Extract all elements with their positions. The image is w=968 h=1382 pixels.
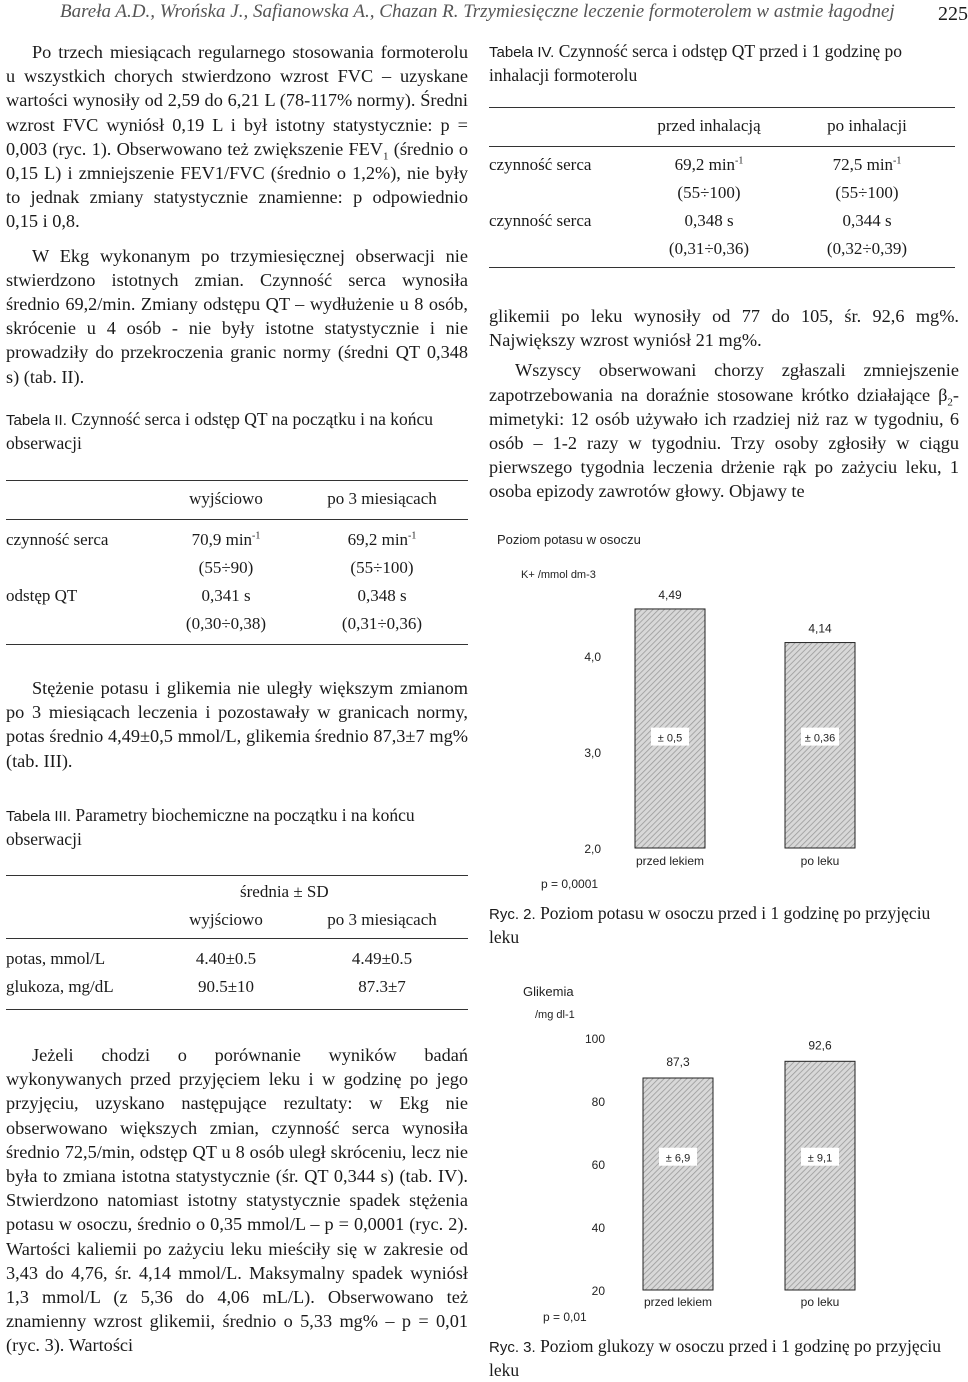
paragraph-beta-mimetics: Wszyscy obserwowani chorzy zgłaszali zmniejszenie zapotrzebowania na doraźnie stosowane krótko działające $\beta_2$-mimetyki: 12 osób używało ich rzadziej niż raz w tygodniu, 6 osób – 1-2 razy w tygodniu. Trzy osoby zgłosiły w ciągu pierwszego tygodnia leczenia drżenie rąk po zażyciu leku, 1 osoba epizody zawrotów głowy. Objawy te — [489, 360, 959, 502]
table-3 — [6, 875, 468, 1010]
table-2 — [6, 480, 468, 645]
y-tick-label: 60 — [591, 1158, 605, 1172]
bar-value-label: 4,14 — [808, 621, 832, 636]
table-rule — [489, 267, 955, 268]
paragraph-comparison: Jeżeli chodzi o porównanie wyników badań wykonywanych przed przyjęciem leku i w godzinę po jego przyjęciu, uzyskano następujące rezultaty: w Ekg nie obserwowano większych zmian, czynność serca wynosiła średnio 72,5/min, odstęp QT u 8 osób uległ skróceniu, lecz nie była to zmiana istotna statystycznie (śr. QT 0,344 s) (tab. IV). Stwierdzono natomiast istotny statystycznie spadek stężenia potasu w osoczu, średnio o 0,35 mmol/L – p = 0,0001 (ryc. 2). Wartości kaliemii po zażyciu leku mieściły się w zakresie od 3,43 do 4,76, śr. 4,14 mmol/L. Maksymalny spadek wyniósł 1,3 mmol/L (z 5,36 do 4,06 mL/L). Obserwowano też znamienny wzrost glikemii, średnio o 5,33 mg% – p = 0,01 (ryc. 3). Wartości — [6, 1045, 468, 1356]
paragraph-potassium: Stężenie potasu i glikemia nie uległy większym zmianom po 3 miesiącach leczenia i pozostawały w granicach normy, potas średnio 4,49±0,5 mmol/L, glikemia średnio 87,3±7 mg% (tab. III). — [6, 678, 468, 771]
left-column-3 — [6, 1043, 468, 1358]
table-2-col2: po 3 miesiącach — [327, 489, 437, 508]
table-row: (0,31÷0,36) (0,32÷0,39) — [668, 239, 908, 258]
table-4 — [489, 107, 955, 268]
error-label: ± 0,5 — [657, 732, 683, 745]
paragraph-glycemia: glikemii po leku wynosiły od 77 do 105, śr. 92,6 mg%. Największy wzrost wyniósł 21 mg%. — [489, 306, 959, 351]
p-value-note: p = 0,01 — [543, 1310, 587, 1324]
error-label: ± 6,9 — [665, 1152, 691, 1165]
table-rule — [6, 875, 468, 876]
table-3-col2: po 3 miesiącach — [327, 910, 437, 929]
error-label: ± 9,1 — [807, 1152, 833, 1165]
paragraph-fvc: Po trzech miesiącach regularnego stosowania formoterolu u wszystkich chorych stwierdzono wzrost FVC – uzyskane wartości wynosiły od 2,59 do 6,21 L (78-117% normy). Średni wzrost FVC wyniósł 0,19 L i był istotny statystycznie: p = 0,003 (ryc. 1). Obserwowano też zwiększenie $FEV_1$ (średnio o 0,15 L) i zmniejszenie FEV1/FVC (średnio o 1,2%), nie były to jednak zmiany statystycznie znamienne: p odpowiednio 0,15 i 0,8. — [6, 42, 468, 232]
table-3-col1: wyjściowo — [189, 910, 263, 929]
bar-value-label: 87,3 — [666, 1055, 690, 1070]
table-3-label: Tabela III. — [6, 808, 72, 825]
table-rule — [489, 146, 955, 147]
y-axis-label: /mg dl-1 — [535, 1009, 575, 1021]
table-row: czynność serca 0,348 s 0,344 s — [489, 211, 892, 230]
left-column — [6, 40, 468, 389]
glucose-chart — [489, 976, 959, 1334]
table-4-col2: po inhalacji — [827, 116, 907, 135]
x-tick-label: przed lekiem — [635, 854, 705, 868]
table-2-caption: Tabela II. Czynność serca i odstęp QT na początku i na końcu obserwacji — [6, 409, 433, 453]
page-number: 225 — [938, 3, 968, 25]
table-rule — [6, 938, 468, 939]
bar — [785, 1061, 855, 1290]
left-column-2 — [6, 676, 468, 773]
y-tick-label: 3,0 — [584, 746, 601, 760]
table-rule — [6, 1009, 468, 1010]
table-3-caption: Tabela III. Parametry biochemiczne na początku i na końcu obserwacji — [6, 805, 415, 849]
x-tick-label: przed lekiem — [643, 1295, 713, 1309]
table-row: (55÷100) (55÷100) — [677, 183, 899, 202]
table-4-caption: Tabela IV. Czynność serca i odstęp QT przed i 1 godzinę po inhalacji formoterolu — [489, 41, 902, 85]
bar — [643, 1078, 713, 1290]
table-row: (0,30÷0,38) (0,31÷0,36) — [185, 614, 423, 633]
table-3-group: średnia ± SD — [240, 882, 329, 901]
y-axis-label: K+ /mmol dm-3 — [521, 569, 596, 581]
table-rule — [6, 644, 468, 645]
y-tick-label: 20 — [591, 1284, 605, 1298]
y-tick-label: 2,0 — [584, 842, 601, 856]
table-rule — [6, 519, 468, 520]
error-label: ± 0,36 — [804, 732, 836, 745]
bar-value-label: 4,49 — [658, 587, 682, 602]
table-2-label: Tabela II. — [6, 412, 67, 429]
table-4-label: Tabela IV. — [489, 44, 555, 61]
bar-value-label: 92,6 — [808, 1038, 832, 1053]
table-rule — [6, 480, 468, 481]
p-value-note: p = 0,0001 — [541, 877, 599, 891]
chart-title: Glikemia — [523, 984, 574, 999]
x-tick-label: po leku — [800, 854, 840, 868]
right-column — [489, 304, 959, 504]
table-rule — [489, 107, 955, 108]
y-tick-label: 80 — [591, 1095, 605, 1109]
table-2-col1: wyjściowo — [189, 489, 263, 508]
table-row: glukoza, mg/dL 90.5±10 87.3±7 — [6, 977, 406, 996]
table-4-col1: przed inhalacją — [657, 116, 761, 135]
y-tick-label: 4,0 — [584, 650, 601, 664]
table-row: potas, mmol/L 4.40±0.5 4.49±0.5 — [6, 949, 413, 968]
fig-2-caption: Ryc. 2. Poziom potasu w osoczu przed i 1 godzinę po przyjęciu leku — [489, 903, 931, 947]
y-tick-label: 40 — [591, 1221, 605, 1235]
y-tick-label: 100 — [584, 1032, 605, 1046]
table-row: (55÷90) (55÷100) — [198, 558, 414, 577]
running-title: Bareła A.D., Wrońska J., Safianowska A., Chazan R. Trzymiesięczne leczenie formoterolem w astmie łagodnej — [60, 1, 895, 22]
x-tick-label: po leku — [800, 1295, 840, 1309]
table-row: czynność serca 70,9 $\min^{-1}$ 69,2 $\min^{-1}$ — [6, 530, 417, 549]
paragraph-ekg: W Ekg wykonanym po trzymiesięcznej obserwacji nie stwierdzono istotnych zmian. Czynność serca wynosiła średnio 69,2/min. Zmiany odstępu QT – wydłużenie u 8 osób, skrócenie u 4 osób - nie były istotne statystycznie i nie prowadziły do przekroczenia granic normy (średni QT 0,348 s) (tab. II). — [6, 245, 468, 387]
table-row: czynność serca 69,2 $\min^{-1}$ 72,5 $\min^{-1}$ — [489, 155, 902, 174]
running-header — [60, 0, 968, 30]
potassium-chart — [489, 524, 959, 898]
table-row: odstęp QT 0,341 s 0,348 s — [6, 586, 407, 605]
chart-title: Poziom potasu w osoczu — [497, 532, 641, 547]
fig-3-caption: Ryc. 3. Poziom glukozy w osoczu przed i 1 godzinę po przyjęciu leku — [489, 1336, 941, 1380]
